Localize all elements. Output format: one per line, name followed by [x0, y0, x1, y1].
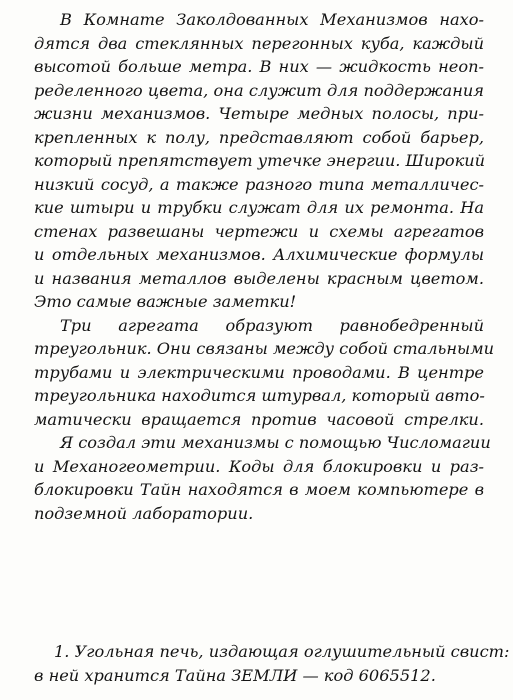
- text-line: В Комнате Заколдованных Механизмов нахо-: [60, 10, 484, 29]
- text-line: низкий сосуд, а также разного типа металличес-: [34, 174, 484, 194]
- text-line: Я создал эти механизмы с помощью Числомагии: [60, 433, 491, 452]
- text-line: кие штыри и трубки служат для их ремонта. На: [34, 198, 484, 217]
- text-line: Это самые важные заметки!: [34, 292, 297, 311]
- numbered-list: [34, 640, 510, 687]
- text-line: 1. Угольная печь, издающая оглушительный свист:: [54, 642, 510, 661]
- text-line: крепленных к полу, представляют собой барьер,: [34, 127, 484, 147]
- text-line: подземной лаборатории.: [34, 503, 254, 523]
- text-line: в ней хранится Тайна ЗЕМЛИ — код 6065512.: [34, 665, 436, 685]
- text-line: Три агрегата образуют равнобедренный: [60, 315, 484, 335]
- text-line: блокировки Тайн находятся в моем компьютере в: [34, 480, 484, 499]
- main-text: [34, 8, 495, 525]
- text-line: и Механогеометрии. Коды для блокировки и раз-: [34, 456, 484, 476]
- text-line: трубами и электрическими проводами. В центре: [34, 362, 484, 382]
- text-line: и отдельных механизмов. Алхимические формулы: [34, 245, 484, 264]
- text-line: матически вращается против часовой стрелки.: [34, 409, 484, 429]
- list-item: [34, 640, 510, 687]
- text-line: стенах развешаны чертежи и схемы агрегатов: [34, 221, 484, 241]
- text-line: ределенного цвета, она служит для поддержания: [34, 80, 484, 100]
- text-line: который препятствует утечке энергии. Широкий: [34, 151, 486, 170]
- text-line: и названия металлов выделены красным цветом.: [34, 268, 484, 288]
- text-line: дятся два стеклянных перегонных куба, каждый: [34, 33, 484, 53]
- paragraph-3: [34, 431, 491, 525]
- paragraph-1: [34, 8, 484, 314]
- paragraph-2: [34, 314, 495, 432]
- text-line: жизни механизмов. Четыре медных полосы, при-: [34, 104, 484, 123]
- text-line: треугольник. Они связаны между собой стальными: [34, 339, 495, 358]
- text-line: высотой больше метра. В них — жидкость неоп-: [34, 57, 484, 76]
- text-line: треугольника находится штурвал, который авто-: [34, 386, 485, 405]
